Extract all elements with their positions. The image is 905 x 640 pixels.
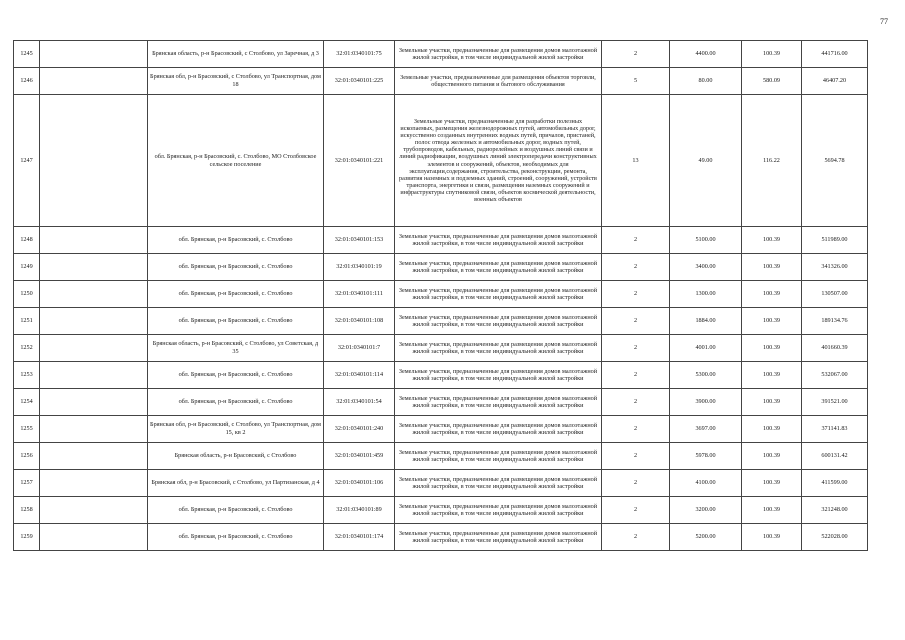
use-group-cell: 13 bbox=[602, 95, 670, 227]
cadastral-number-cell: 32:01:0340101:111 bbox=[324, 281, 395, 308]
cadastral-number-cell: 32:01:0340101:7 bbox=[324, 335, 395, 362]
permitted-use-cell: Земельные участки, предназначенные для размещения домов малоэтажной жилой застройки, в том числе индивидуальной жилой застройки bbox=[395, 227, 602, 254]
area-cell: 49.00 bbox=[670, 95, 742, 227]
address-cell: обл. Брянская, р-н Брасовский, с. Столбово bbox=[148, 281, 324, 308]
cadastral-value-cell: 411599.00 bbox=[802, 470, 868, 497]
permitted-use-cell: Земельные участки, предназначенные для размещения домов малоэтажной жилой застройки, в том числе индивидуальной жилой застройки bbox=[395, 389, 602, 416]
area-cell: 5300.00 bbox=[670, 362, 742, 389]
use-group-cell: 2 bbox=[602, 308, 670, 335]
area-cell: 3900.00 bbox=[670, 389, 742, 416]
address-cell: Брянская обл, р-н Брасовский, с Столбово, ул Партизанская, д 4 bbox=[148, 470, 324, 497]
cadastral-number-cell: 32:01:0340101:75 bbox=[324, 41, 395, 68]
cadastral-value-cell: 401660.39 bbox=[802, 335, 868, 362]
blank-cell bbox=[40, 95, 148, 227]
row-number-cell: 1247 bbox=[14, 95, 40, 227]
area-cell: 4400.00 bbox=[670, 41, 742, 68]
blank-cell bbox=[40, 443, 148, 470]
cadastral-number-cell: 32:01:0340101:153 bbox=[324, 227, 395, 254]
cadastral-number-cell: 32:01:0340101:225 bbox=[324, 68, 395, 95]
blank-cell bbox=[40, 227, 148, 254]
cadastral-number-cell: 32:01:0340101:89 bbox=[324, 497, 395, 524]
blank-cell bbox=[40, 254, 148, 281]
blank-cell bbox=[40, 68, 148, 95]
address-cell: Брянская область, р-н Брасовский, с Столбово bbox=[148, 443, 324, 470]
specific-value-cell: 100.39 bbox=[742, 389, 802, 416]
blank-cell bbox=[40, 281, 148, 308]
page-number: 77 bbox=[880, 17, 888, 26]
cadastral-number-cell: 32:01:0340101:240 bbox=[324, 416, 395, 443]
area-cell: 1300.00 bbox=[670, 281, 742, 308]
address-cell: обл. Брянская, р-н Брасовский, с. Столбово, МО Столбовское сельское поселение bbox=[148, 95, 324, 227]
cadastral-value-cell: 600131.42 bbox=[802, 443, 868, 470]
cadastral-number-cell: 32:01:0340101:459 bbox=[324, 443, 395, 470]
permitted-use-cell: Земельные участки, предназначенные для размещения домов малоэтажной жилой застройки, в том числе индивидуальной жилой застройки bbox=[395, 308, 602, 335]
table-row bbox=[14, 227, 868, 254]
row-number-cell: 1250 bbox=[14, 281, 40, 308]
specific-value-cell: 580.09 bbox=[742, 68, 802, 95]
table-row bbox=[14, 335, 868, 362]
table-row bbox=[14, 308, 868, 335]
row-number-cell: 1245 bbox=[14, 41, 40, 68]
area-cell: 3200.00 bbox=[670, 497, 742, 524]
cadastral-value-table bbox=[13, 40, 868, 551]
area-cell: 80.00 bbox=[670, 68, 742, 95]
blank-cell bbox=[40, 524, 148, 551]
blank-cell bbox=[40, 335, 148, 362]
permitted-use-cell: Земельные участки, предназначенные для размещения домов малоэтажной жилой застройки, в том числе индивидуальной жилой застройки bbox=[395, 362, 602, 389]
table-row bbox=[14, 497, 868, 524]
cadastral-number-cell: 32:01:0340101:108 bbox=[324, 308, 395, 335]
row-number-cell: 1257 bbox=[14, 470, 40, 497]
specific-value-cell: 100.39 bbox=[742, 335, 802, 362]
use-group-cell: 2 bbox=[602, 281, 670, 308]
cadastral-number-cell: 32:01:0340101:19 bbox=[324, 254, 395, 281]
cadastral-value-cell: 371141.83 bbox=[802, 416, 868, 443]
address-cell: Брянская обл, р-н Брасовский, с Столбово, ул Транспортная, дом 18 bbox=[148, 68, 324, 95]
table-body bbox=[14, 41, 868, 551]
blank-cell bbox=[40, 362, 148, 389]
blank-cell bbox=[40, 41, 148, 68]
address-cell: обл. Брянская, р-н Брасовский, с. Столбово bbox=[148, 227, 324, 254]
permitted-use-cell: Земельные участки, предназначенные для размещения домов малоэтажной жилой застройки, в том числе индивидуальной жилой застройки bbox=[395, 41, 602, 68]
table-row bbox=[14, 443, 868, 470]
table-row bbox=[14, 362, 868, 389]
address-cell: обл. Брянская, р-н Брасовский, с. Столбово bbox=[148, 254, 324, 281]
table-row bbox=[14, 68, 868, 95]
cadastral-value-cell: 511989.00 bbox=[802, 227, 868, 254]
blank-cell bbox=[40, 416, 148, 443]
cadastral-value-cell: 532067.00 bbox=[802, 362, 868, 389]
table-row bbox=[14, 281, 868, 308]
address-cell: Брянская область, р-н Брасовский, с Столбово, ул Советская, д 35 bbox=[148, 335, 324, 362]
use-group-cell: 2 bbox=[602, 416, 670, 443]
cadastral-number-cell: 32:01:0340101:106 bbox=[324, 470, 395, 497]
area-cell: 4100.00 bbox=[670, 470, 742, 497]
specific-value-cell: 100.39 bbox=[742, 524, 802, 551]
row-number-cell: 1252 bbox=[14, 335, 40, 362]
cadastral-number-cell: 32:01:0340101:114 bbox=[324, 362, 395, 389]
cadastral-value-cell: 441716.00 bbox=[802, 41, 868, 68]
specific-value-cell: 100.39 bbox=[742, 254, 802, 281]
row-number-cell: 1249 bbox=[14, 254, 40, 281]
use-group-cell: 2 bbox=[602, 524, 670, 551]
permitted-use-cell: Земельные участки, предназначенные для размещения домов малоэтажной жилой застройки, в том числе индивидуальной жилой застройки bbox=[395, 254, 602, 281]
specific-value-cell: 100.39 bbox=[742, 470, 802, 497]
permitted-use-cell: Земельные участки, предназначенные для разработки полезных ископаемых, размещения железнодорожных путей, автомобильных дорог, искусственно созданных внутренних водных путей, причалов, пристаней, полос отвода железных и автомобильных дорог, водных путей, трубопроводов, кабельных, радиорелейных и воздушных линий связи и линий радиофикации, воздушных линий электропередачи конструктивных элементов и сооружений, объектов, необходимых для эксплуатации,содержания, строительства, реконструкции, ремонта, развития наземных и подземных зданий, строений, сооружений, устройств транспорта, энергетики и связи, размещения наземных сооружений и инфраструктуры спутниковой связи, объектов космической деятельности, военных объектов bbox=[395, 95, 602, 227]
specific-value-cell: 116.22 bbox=[742, 95, 802, 227]
use-group-cell: 2 bbox=[602, 389, 670, 416]
cadastral-value-cell: 5694.78 bbox=[802, 95, 868, 227]
area-cell: 3400.00 bbox=[670, 254, 742, 281]
blank-cell bbox=[40, 389, 148, 416]
address-cell: обл. Брянская, р-н Брасовский, с. Столбово bbox=[148, 497, 324, 524]
row-number-cell: 1256 bbox=[14, 443, 40, 470]
table-row bbox=[14, 95, 868, 227]
cadastral-value-cell: 391521.00 bbox=[802, 389, 868, 416]
cadastral-value-cell: 321248.00 bbox=[802, 497, 868, 524]
row-number-cell: 1253 bbox=[14, 362, 40, 389]
use-group-cell: 2 bbox=[602, 443, 670, 470]
specific-value-cell: 100.39 bbox=[742, 308, 802, 335]
specific-value-cell: 100.39 bbox=[742, 227, 802, 254]
specific-value-cell: 100.39 bbox=[742, 416, 802, 443]
permitted-use-cell: Земельные участки, предназначенные для размещения домов малоэтажной жилой застройки, в том числе индивидуальной жилой застройки bbox=[395, 335, 602, 362]
specific-value-cell: 100.39 bbox=[742, 41, 802, 68]
address-cell: обл. Брянская, р-н Брасовский, с. Столбово bbox=[148, 389, 324, 416]
use-group-cell: 2 bbox=[602, 362, 670, 389]
row-number-cell: 1248 bbox=[14, 227, 40, 254]
cadastral-number-cell: 32:01:0340101:54 bbox=[324, 389, 395, 416]
cadastral-value-cell: 130507.00 bbox=[802, 281, 868, 308]
table-row bbox=[14, 254, 868, 281]
address-cell: Брянская обл, р-н Брасовский, с Столбово, ул Транспортная, дом 15, кв 2 bbox=[148, 416, 324, 443]
address-cell: обл. Брянская, р-н Брасовский, с. Столбово bbox=[148, 524, 324, 551]
row-number-cell: 1259 bbox=[14, 524, 40, 551]
area-cell: 1884.00 bbox=[670, 308, 742, 335]
blank-cell bbox=[40, 470, 148, 497]
cadastral-number-cell: 32:01:0340101:221 bbox=[324, 95, 395, 227]
table-row bbox=[14, 470, 868, 497]
use-group-cell: 2 bbox=[602, 470, 670, 497]
row-number-cell: 1255 bbox=[14, 416, 40, 443]
area-cell: 5978.00 bbox=[670, 443, 742, 470]
permitted-use-cell: Земельные участки, предназначенные для размещения объектов торговли, общественного питания и бытового обслуживания bbox=[395, 68, 602, 95]
specific-value-cell: 100.39 bbox=[742, 497, 802, 524]
row-number-cell: 1251 bbox=[14, 308, 40, 335]
address-cell: обл. Брянская, р-н Брасовский, с. Столбово bbox=[148, 362, 324, 389]
permitted-use-cell: Земельные участки, предназначенные для размещения домов малоэтажной жилой застройки, в том числе индивидуальной жилой застройки bbox=[395, 470, 602, 497]
use-group-cell: 2 bbox=[602, 497, 670, 524]
cadastral-number-cell: 32:01:0340101:174 bbox=[324, 524, 395, 551]
area-cell: 5100.00 bbox=[670, 227, 742, 254]
area-cell: 4001.00 bbox=[670, 335, 742, 362]
specific-value-cell: 100.39 bbox=[742, 281, 802, 308]
permitted-use-cell: Земельные участки, предназначенные для размещения домов малоэтажной жилой застройки, в том числе индивидуальной жилой застройки bbox=[395, 281, 602, 308]
cadastral-value-cell: 189134.76 bbox=[802, 308, 868, 335]
specific-value-cell: 100.39 bbox=[742, 362, 802, 389]
use-group-cell: 2 bbox=[602, 335, 670, 362]
use-group-cell: 2 bbox=[602, 41, 670, 68]
table-row bbox=[14, 389, 868, 416]
permitted-use-cell: Земельные участки, предназначенные для размещения домов малоэтажной жилой застройки, в том числе индивидуальной жилой застройки bbox=[395, 443, 602, 470]
permitted-use-cell: Земельные участки, предназначенные для размещения домов малоэтажной жилой застройки, в том числе индивидуальной жилой застройки bbox=[395, 524, 602, 551]
use-group-cell: 2 bbox=[602, 254, 670, 281]
table-row bbox=[14, 524, 868, 551]
table-row bbox=[14, 41, 868, 68]
permitted-use-cell: Земельные участки, предназначенные для размещения домов малоэтажной жилой застройки, в том числе индивидуальной жилой застройки bbox=[395, 497, 602, 524]
area-cell: 5200.00 bbox=[670, 524, 742, 551]
cadastral-value-cell: 46407.20 bbox=[802, 68, 868, 95]
address-cell: Брянская область, р-н Брасовский, с Столбово, ул Заречная, д 3 bbox=[148, 41, 324, 68]
row-number-cell: 1258 bbox=[14, 497, 40, 524]
address-cell: обл. Брянская, р-н Брасовский, с. Столбово bbox=[148, 308, 324, 335]
row-number-cell: 1246 bbox=[14, 68, 40, 95]
cadastral-value-cell: 341326.00 bbox=[802, 254, 868, 281]
table-row bbox=[14, 416, 868, 443]
cadastral-value-cell: 522028.00 bbox=[802, 524, 868, 551]
area-cell: 3697.00 bbox=[670, 416, 742, 443]
row-number-cell: 1254 bbox=[14, 389, 40, 416]
blank-cell bbox=[40, 308, 148, 335]
use-group-cell: 2 bbox=[602, 227, 670, 254]
specific-value-cell: 100.39 bbox=[742, 443, 802, 470]
use-group-cell: 5 bbox=[602, 68, 670, 95]
permitted-use-cell: Земельные участки, предназначенные для размещения домов малоэтажной жилой застройки, в том числе индивидуальной жилой застройки bbox=[395, 416, 602, 443]
blank-cell bbox=[40, 497, 148, 524]
